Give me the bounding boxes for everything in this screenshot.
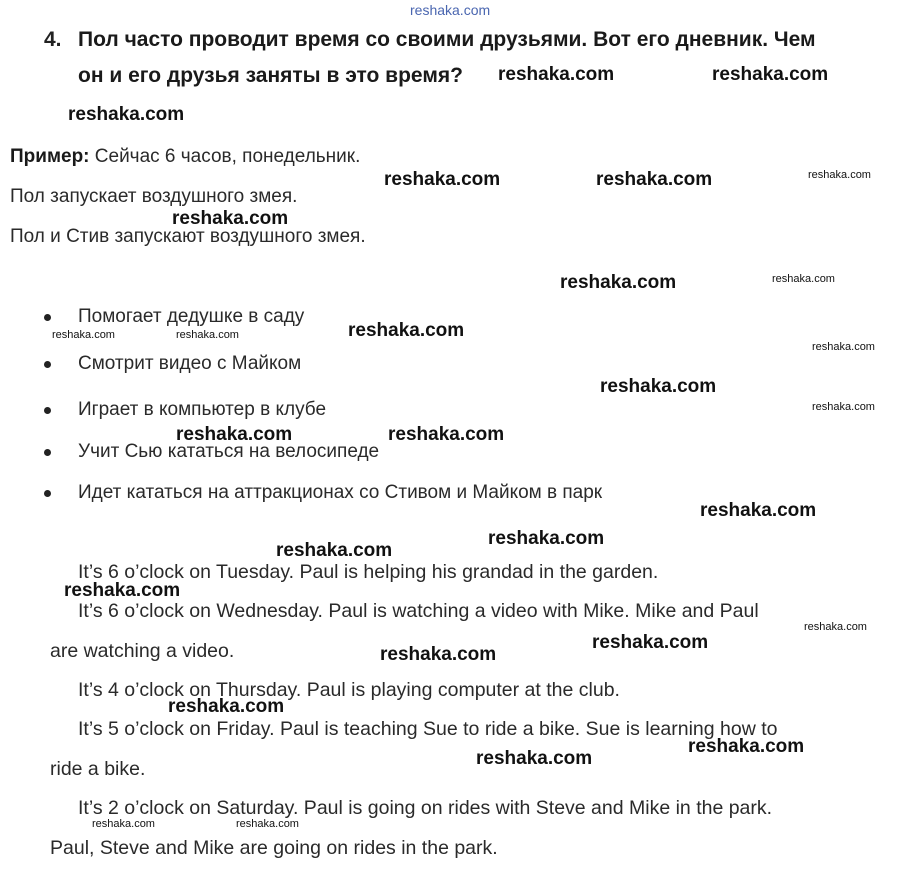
answer-line: It’s 6 o’clock on Wednesday. Paul is watching a video with Mike. Mike and Paul: [78, 600, 759, 622]
list-item: Смотрит видео с Майком: [78, 353, 302, 374]
watermark: reshaka.com: [52, 329, 115, 341]
answer-line: It’s 2 o’clock on Saturday. Paul is going on rides with Steve and Mike in the park.: [78, 797, 773, 819]
watermark-top: reshaka.com: [410, 2, 491, 18]
example-line2: Пол запускает воздушного змея.: [10, 186, 298, 207]
task-heading-line1: Пол часто проводит время со своими друзьями. Вот его дневник. Чем: [78, 28, 816, 51]
watermark: reshaka.com: [64, 580, 181, 601]
watermark: reshaka.com: [600, 376, 717, 397]
example-text: Сейчас 6 часов, понедельник.: [89, 146, 361, 167]
watermark: reshaka.com: [712, 64, 829, 85]
watermark: reshaka.com: [700, 500, 817, 521]
watermark: reshaka.com: [596, 169, 713, 190]
bullet-marker: [44, 314, 51, 321]
answer-line: It’s 4 o’clock on Thursday. Paul is playing computer at the club.: [78, 679, 620, 701]
watermark: reshaka.com: [560, 272, 677, 293]
watermark: reshaka.com: [592, 632, 709, 653]
answer-line: It’s 6 o’clock on Tuesday. Paul is helping his grandad in the garden.: [78, 561, 659, 583]
answer-line: Paul, Steve and Mike are going on rides in the park.: [50, 837, 498, 859]
watermark: reshaka.com: [236, 818, 299, 830]
example-line1: [10, 146, 360, 168]
watermark: reshaka.com: [772, 273, 835, 285]
watermark: reshaka.com: [384, 169, 501, 190]
watermark: reshaka.com: [812, 341, 875, 353]
watermark: reshaka.com: [476, 748, 593, 769]
watermark: reshaka.com: [276, 540, 393, 561]
watermark: reshaka.com: [172, 208, 289, 229]
example-line3: Пол и Стив запускают воздушного змея.: [10, 226, 366, 247]
list-item: Помогает дедушке в саду: [78, 306, 305, 327]
watermark: reshaka.com: [92, 818, 155, 830]
watermark: reshaka.com: [68, 104, 185, 125]
watermark: reshaka.com: [380, 644, 497, 665]
watermark: reshaka.com: [688, 736, 805, 757]
bullet-marker: [44, 361, 51, 368]
task-heading-line2: он и его друзья заняты в это время?: [78, 64, 463, 87]
watermark: reshaka.com: [176, 424, 293, 445]
watermark: reshaka.com: [498, 64, 615, 85]
answer-line: are watching a video.: [50, 640, 235, 662]
answer-line: It’s 5 o’clock on Friday. Paul is teaching Sue to ride a bike. Sue is learning how to: [78, 718, 778, 740]
bullet-marker: [44, 490, 51, 497]
answer-line: ride a bike.: [50, 758, 146, 780]
watermark: reshaka.com: [808, 169, 871, 181]
watermark: reshaka.com: [812, 401, 875, 413]
watermark: reshaka.com: [488, 528, 605, 549]
list-item: Учит Сью кататься на велосипеде: [78, 441, 380, 462]
list-item: Идет кататься на аттракционах со Стивом и Майком в парк: [78, 482, 603, 503]
watermark: reshaka.com: [388, 424, 505, 445]
example-label: Пример:: [10, 146, 90, 167]
watermark: reshaka.com: [176, 329, 239, 341]
list-item: Играет в компьютер в клубе: [78, 399, 327, 420]
watermark: reshaka.com: [804, 621, 867, 633]
bullet-marker: [44, 407, 51, 414]
bullet-marker: [44, 449, 51, 456]
task-number: 4.: [44, 28, 62, 51]
watermark: reshaka.com: [348, 320, 465, 341]
watermark: reshaka.com: [168, 696, 285, 717]
